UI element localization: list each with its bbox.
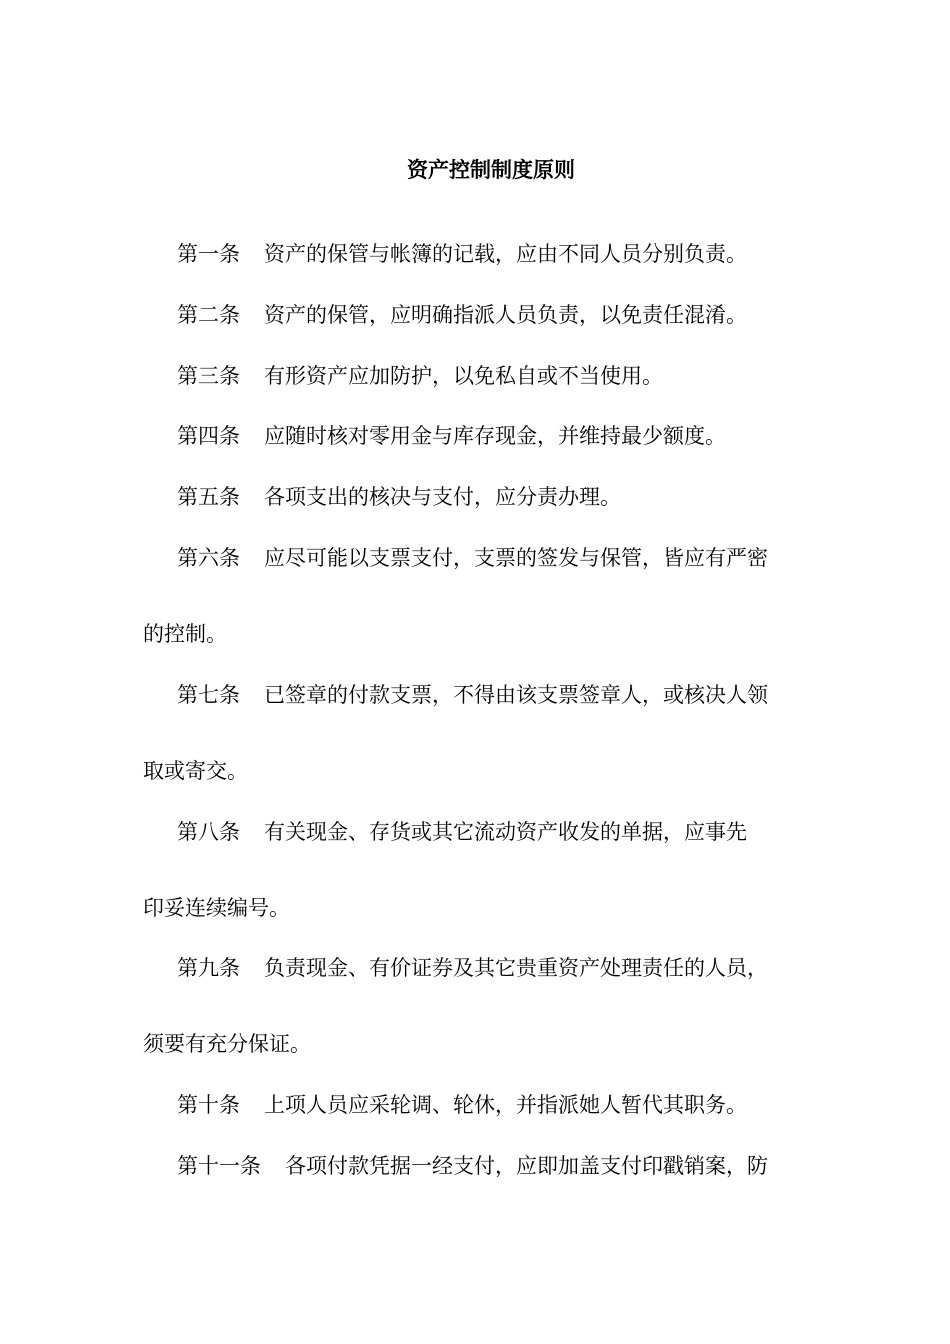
article-4: [177, 418, 726, 454]
article-9-continuation: 须要有充分保证。: [143, 1032, 311, 1056]
article-label: 第二条: [177, 303, 240, 327]
article-text: 有形资产应加防护，以免私自或不当使用。: [264, 364, 663, 388]
article-8: [177, 814, 747, 850]
article-label: 第九条: [177, 956, 240, 980]
article-7: [177, 677, 768, 713]
article-10: [177, 1087, 747, 1123]
article-3: [177, 358, 663, 394]
article-text: 资产的保管与帐簿的记载，应由不同人员分别负责。: [264, 242, 747, 266]
article-text: 应尽可能以支票支付，支票的签发与保管，皆应有严密: [264, 546, 768, 570]
article-2: [177, 297, 747, 333]
article-8-continuation: 印妥连续编号。: [143, 896, 290, 920]
article-9: [177, 950, 768, 986]
article-label: 第十一条: [177, 1154, 261, 1178]
article-text: 负责现金、有价证券及其它贵重资产处理责任的人员，: [264, 956, 768, 980]
article-6-continuation: 的控制。: [143, 622, 227, 646]
article-6: [177, 540, 768, 576]
article-label: 第四条: [177, 424, 240, 448]
article-label: 第八条: [177, 820, 240, 844]
article-7-continuation: 取或寄交。: [143, 759, 248, 783]
article-1: [177, 236, 747, 272]
article-5: [177, 479, 621, 515]
article-label: 第五条: [177, 485, 240, 509]
article-text: 上项人员应采轮调、轮休，并指派她人暂代其职务。: [264, 1093, 747, 1117]
document-title: 资产控制制度原则: [407, 158, 575, 182]
article-text: 有关现金、存货或其它流动资产收发的单据，应事先: [264, 820, 747, 844]
article-label: 第三条: [177, 364, 240, 388]
article-text: 各项付款凭据一经支付，应即加盖支付印戳销案，防: [285, 1154, 768, 1178]
article-text: 各项支出的核决与支付，应分责办理。: [264, 485, 621, 509]
article-text: 资产的保管，应明确指派人员负责，以免责任混淆。: [264, 303, 747, 327]
article-text: 应随时核对零用金与库存现金，并维持最少额度。: [264, 424, 726, 448]
article-label: 第六条: [177, 546, 240, 570]
article-text: 已签章的付款支票，不得由该支票签章人，或核决人领: [264, 683, 768, 707]
article-label: 第十条: [177, 1093, 240, 1117]
article-label: 第一条: [177, 242, 240, 266]
article-label: 第七条: [177, 683, 240, 707]
article-11: [177, 1148, 768, 1184]
